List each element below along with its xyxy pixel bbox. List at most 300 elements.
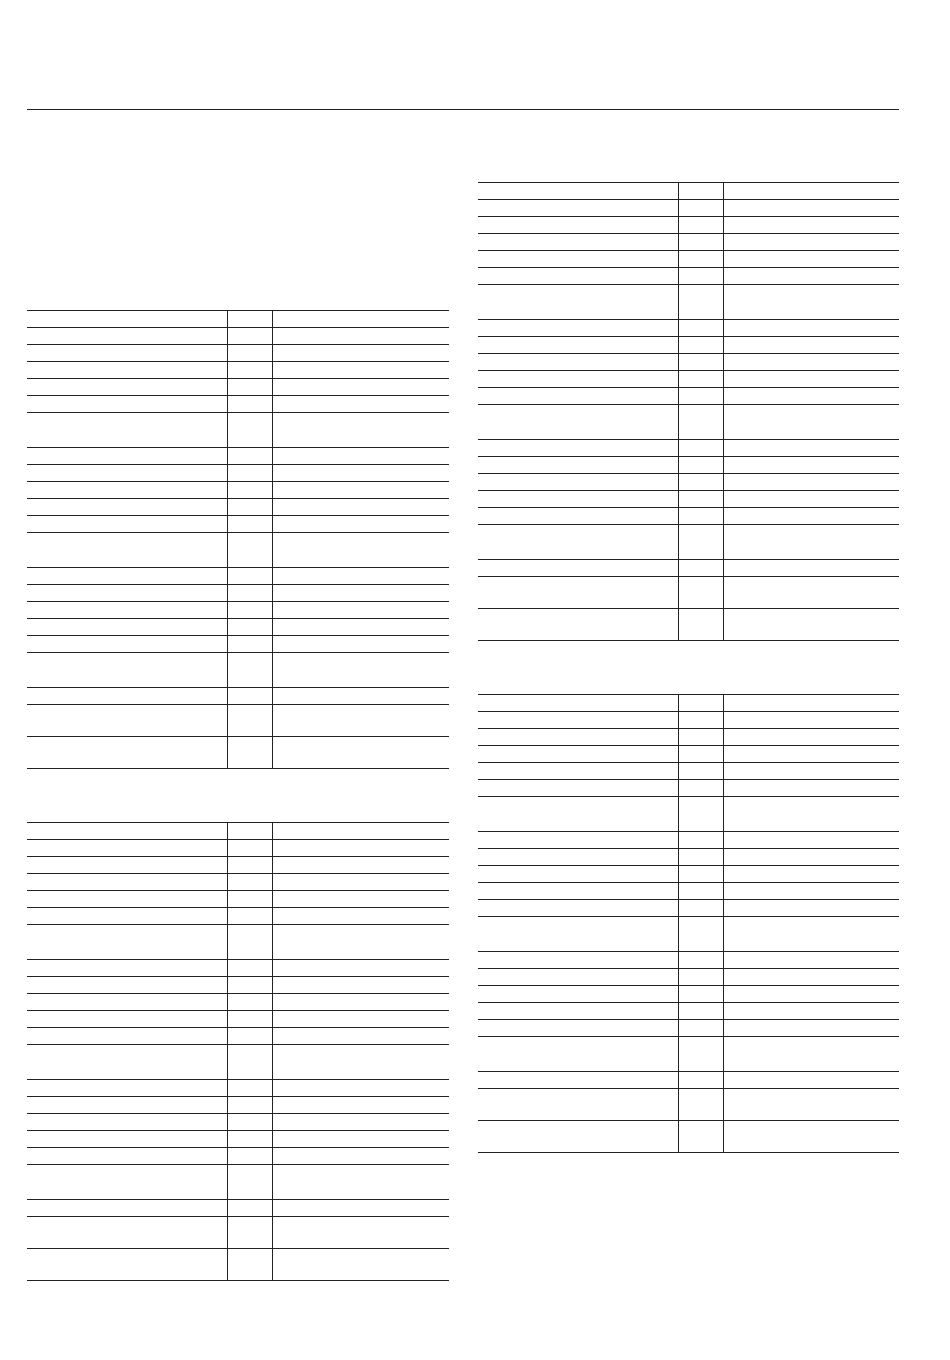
left-lower-table: [27, 822, 449, 1281]
table-cell: [478, 268, 678, 285]
table-row: [27, 396, 449, 413]
table-cell: [227, 362, 272, 379]
table-cell: [227, 448, 272, 465]
table-cell: [723, 746, 899, 763]
table-row: [478, 337, 899, 354]
table-row: [478, 969, 899, 986]
table-cell: [272, 1217, 449, 1249]
table-cell: [478, 1037, 678, 1072]
table-cell: [27, 1165, 227, 1200]
table-cell: [478, 712, 678, 729]
table-cell: [27, 636, 227, 653]
table-cell: [272, 602, 449, 619]
table-cell: [27, 1217, 227, 1249]
table-cell: [227, 925, 272, 960]
table-cell: [227, 1045, 272, 1080]
table-row: [478, 866, 899, 883]
table-cell: [723, 337, 899, 354]
table-cell: [478, 900, 678, 917]
table-cell: [478, 388, 678, 405]
table-cell: [678, 917, 723, 952]
table-row: [27, 465, 449, 482]
table-cell: [227, 653, 272, 688]
table-cell: [678, 969, 723, 986]
table-cell: [478, 883, 678, 900]
table-cell: [227, 960, 272, 977]
table-row: [27, 482, 449, 499]
table-row: [478, 200, 899, 217]
table-cell: [227, 482, 272, 499]
table-cell: [678, 1072, 723, 1089]
table-row: [478, 986, 899, 1003]
table-cell: [27, 857, 227, 874]
table-cell: [272, 1097, 449, 1114]
table-body: [478, 183, 899, 641]
table-cell: [478, 200, 678, 217]
table-cell: [478, 491, 678, 508]
table-cell: [678, 1037, 723, 1072]
table-cell: [227, 874, 272, 891]
table-cell: [272, 857, 449, 874]
table-cell: [272, 1148, 449, 1165]
table-cell: [227, 1165, 272, 1200]
table-cell: [227, 705, 272, 737]
table-cell: [227, 585, 272, 602]
table-cell: [227, 1131, 272, 1148]
table-cell: [723, 320, 899, 337]
table-cell: [678, 609, 723, 641]
left-upper-table: [27, 310, 449, 769]
table-cell: [723, 1089, 899, 1121]
table-row: [27, 823, 449, 840]
table-cell: [227, 1249, 272, 1281]
table-cell: [478, 695, 678, 712]
table-cell: [723, 405, 899, 440]
table-cell: [678, 440, 723, 457]
table-cell: [723, 917, 899, 952]
table-row: [478, 1121, 899, 1153]
table-cell: [227, 1200, 272, 1217]
table-cell: [678, 268, 723, 285]
table-row: [478, 268, 899, 285]
table-row: [27, 908, 449, 925]
table-cell: [678, 560, 723, 577]
table-cell: [723, 354, 899, 371]
table-cell: [723, 1003, 899, 1020]
table-row: [27, 379, 449, 396]
table-cell: [478, 780, 678, 797]
table-cell: [723, 508, 899, 525]
table-cell: [678, 234, 723, 251]
table-cell: [478, 763, 678, 780]
table-cell: [272, 1114, 449, 1131]
table-row: [27, 1131, 449, 1148]
table-cell: [272, 1200, 449, 1217]
table-cell: [27, 874, 227, 891]
table-cell: [227, 1097, 272, 1114]
table-row: [478, 371, 899, 388]
table-cell: [227, 977, 272, 994]
table-cell: [272, 345, 449, 362]
table-row: [478, 883, 899, 900]
table-row: [27, 840, 449, 857]
table-cell: [723, 251, 899, 268]
table-cell: [272, 891, 449, 908]
table-cell: [27, 619, 227, 636]
table-row: [478, 849, 899, 866]
table-cell: [678, 525, 723, 560]
table-cell: [478, 508, 678, 525]
table-cell: [27, 1131, 227, 1148]
table-row: [478, 780, 899, 797]
table-cell: [723, 712, 899, 729]
table-cell: [678, 986, 723, 1003]
table-row: [27, 688, 449, 705]
table-cell: [478, 354, 678, 371]
table-cell: [678, 849, 723, 866]
table-cell: [678, 1003, 723, 1020]
table-row: [478, 285, 899, 320]
table-cell: [678, 577, 723, 609]
table-cell: [723, 780, 899, 797]
table-row: [27, 602, 449, 619]
table-cell: [272, 533, 449, 568]
table-cell: [678, 900, 723, 917]
table-cell: [678, 388, 723, 405]
table-cell: [27, 688, 227, 705]
table-cell: [478, 1089, 678, 1121]
table-cell: [27, 840, 227, 857]
table-cell: [723, 560, 899, 577]
table-row: [478, 388, 899, 405]
table-cell: [723, 217, 899, 234]
table-cell: [27, 499, 227, 516]
table-cell: [478, 1121, 678, 1153]
table-row: [478, 729, 899, 746]
table-cell: [227, 840, 272, 857]
table-cell: [227, 396, 272, 413]
table-cell: [723, 609, 899, 641]
table-cell: [723, 577, 899, 609]
table-cell: [227, 857, 272, 874]
table-cell: [478, 405, 678, 440]
table-cell: [723, 268, 899, 285]
table-row: [478, 763, 899, 780]
table-cell: [678, 832, 723, 849]
table-cell: [272, 499, 449, 516]
table-cell: [478, 917, 678, 952]
table-cell: [227, 1080, 272, 1097]
table-cell: [478, 285, 678, 320]
table-row: [478, 1089, 899, 1121]
table-cell: [678, 508, 723, 525]
table-cell: [27, 465, 227, 482]
table-cell: [272, 413, 449, 448]
table-cell: [723, 986, 899, 1003]
table-cell: [272, 908, 449, 925]
table-row: [27, 1097, 449, 1114]
table-cell: [227, 1028, 272, 1045]
table-cell: [272, 960, 449, 977]
table-cell: [27, 482, 227, 499]
table-cell: [227, 688, 272, 705]
table-cell: [478, 969, 678, 986]
table-cell: [723, 969, 899, 986]
table-cell: [478, 952, 678, 969]
table-cell: [27, 1011, 227, 1028]
table-row: [27, 516, 449, 533]
table-cell: [27, 705, 227, 737]
table-cell: [27, 925, 227, 960]
table-cell: [27, 362, 227, 379]
table-cell: [272, 379, 449, 396]
table-cell: [272, 516, 449, 533]
table-cell: [478, 866, 678, 883]
table-cell: [678, 371, 723, 388]
table-cell: [723, 200, 899, 217]
table-cell: [678, 729, 723, 746]
table-row: [478, 1037, 899, 1072]
table-cell: [723, 866, 899, 883]
table-cell: [27, 737, 227, 769]
table-cell: [478, 560, 678, 577]
table-row: [478, 183, 899, 200]
table-cell: [478, 217, 678, 234]
table-cell: [478, 337, 678, 354]
right-upper-table: [478, 182, 899, 641]
table-row: [27, 1165, 449, 1200]
table-cell: [272, 1131, 449, 1148]
table-cell: [678, 337, 723, 354]
right-lower-table: [478, 694, 899, 1153]
table-cell: [27, 568, 227, 585]
table-cell: [272, 362, 449, 379]
table-row: [27, 1080, 449, 1097]
table-cell: [272, 653, 449, 688]
table-cell: [27, 585, 227, 602]
table-row: [478, 508, 899, 525]
table-cell: [478, 457, 678, 474]
table-cell: [478, 1072, 678, 1089]
table-cell: [272, 737, 449, 769]
table-cell: [272, 925, 449, 960]
table-row: [478, 900, 899, 917]
table-cell: [678, 200, 723, 217]
table-cell: [723, 491, 899, 508]
table-row: [478, 797, 899, 832]
table-cell: [723, 440, 899, 457]
table-cell: [27, 908, 227, 925]
table-cell: [227, 823, 272, 840]
table-cell: [723, 883, 899, 900]
table-cell: [678, 183, 723, 200]
table-cell: [678, 797, 723, 832]
table-cell: [272, 840, 449, 857]
table-cell: [678, 251, 723, 268]
table-cell: [27, 396, 227, 413]
table-row: [27, 311, 449, 328]
table-cell: [272, 688, 449, 705]
table-cell: [227, 516, 272, 533]
table-cell: [678, 217, 723, 234]
table-row: [478, 320, 899, 337]
table-row: [478, 525, 899, 560]
table-cell: [678, 491, 723, 508]
table-cell: [723, 797, 899, 832]
table-cell: [272, 1080, 449, 1097]
table-cell: [478, 832, 678, 849]
table-cell: [723, 832, 899, 849]
table-cell: [723, 1072, 899, 1089]
table-cell: [678, 866, 723, 883]
table-cell: [227, 908, 272, 925]
table-cell: [723, 952, 899, 969]
table-row: [478, 457, 899, 474]
table-row: [478, 1020, 899, 1037]
table-row: [27, 874, 449, 891]
table-cell: [723, 525, 899, 560]
table-cell: [678, 712, 723, 729]
table-cell: [227, 345, 272, 362]
table-cell: [678, 354, 723, 371]
table-row: [478, 746, 899, 763]
table-cell: [478, 371, 678, 388]
table-cell: [723, 1020, 899, 1037]
table-row: [27, 1148, 449, 1165]
table-row: [27, 448, 449, 465]
table-cell: [27, 413, 227, 448]
table-cell: [723, 1037, 899, 1072]
table-row: [27, 1200, 449, 1217]
table-row: [27, 1217, 449, 1249]
table-cell: [27, 1045, 227, 1080]
table-cell: [272, 823, 449, 840]
table-cell: [678, 320, 723, 337]
table-cell: [272, 874, 449, 891]
table-row: [478, 577, 899, 609]
table-row: [27, 925, 449, 960]
table-cell: [27, 516, 227, 533]
table-cell: [272, 1011, 449, 1028]
table-body: [27, 311, 449, 769]
table-row: [27, 705, 449, 737]
table-cell: [272, 311, 449, 328]
table-cell: [478, 183, 678, 200]
table-row: [478, 1003, 899, 1020]
table-cell: [678, 1089, 723, 1121]
table-cell: [227, 1114, 272, 1131]
table-cell: [227, 891, 272, 908]
table-cell: [227, 619, 272, 636]
table-row: [27, 533, 449, 568]
table-row: [27, 857, 449, 874]
table-cell: [227, 636, 272, 653]
table-row: [478, 251, 899, 268]
table-cell: [27, 977, 227, 994]
table-cell: [272, 585, 449, 602]
table-row: [478, 832, 899, 849]
table-cell: [272, 1045, 449, 1080]
table-row: [27, 1011, 449, 1028]
table-cell: [478, 1003, 678, 1020]
table-cell: [272, 977, 449, 994]
table-cell: [478, 849, 678, 866]
table-row: [27, 328, 449, 345]
table-cell: [678, 780, 723, 797]
table-cell: [723, 457, 899, 474]
table-row: [27, 960, 449, 977]
table-cell: [27, 602, 227, 619]
table-cell: [27, 345, 227, 362]
table-row: [27, 1114, 449, 1131]
table-cell: [478, 474, 678, 491]
table-cell: [723, 183, 899, 200]
table-cell: [478, 251, 678, 268]
table-cell: [723, 474, 899, 491]
table-cell: [27, 1097, 227, 1114]
table-row: [478, 234, 899, 251]
table-cell: [678, 474, 723, 491]
table-cell: [227, 413, 272, 448]
table-cell: [272, 619, 449, 636]
table-cell: [27, 653, 227, 688]
table-cell: [723, 371, 899, 388]
table-row: [27, 1028, 449, 1045]
table-row: [27, 977, 449, 994]
table-row: [27, 568, 449, 585]
table-cell: [27, 823, 227, 840]
table-cell: [27, 1114, 227, 1131]
table-cell: [27, 960, 227, 977]
table-cell: [723, 695, 899, 712]
table-row: [478, 440, 899, 457]
table-cell: [478, 609, 678, 641]
table-row: [27, 499, 449, 516]
table-cell: [723, 900, 899, 917]
table-cell: [227, 1217, 272, 1249]
table-cell: [272, 396, 449, 413]
table-row: [478, 712, 899, 729]
table-cell: [227, 533, 272, 568]
table-cell: [227, 1011, 272, 1028]
table-cell: [272, 568, 449, 585]
table-row: [27, 362, 449, 379]
table-row: [478, 609, 899, 641]
table-cell: [227, 1148, 272, 1165]
table-cell: [678, 457, 723, 474]
table-row: [478, 405, 899, 440]
table-row: [27, 585, 449, 602]
table-row: [27, 891, 449, 908]
table-cell: [227, 737, 272, 769]
table-cell: [478, 746, 678, 763]
table-row: [27, 636, 449, 653]
table-cell: [678, 1121, 723, 1153]
table-cell: [27, 1148, 227, 1165]
table-cell: [272, 448, 449, 465]
table-cell: [27, 328, 227, 345]
table-cell: [27, 1028, 227, 1045]
table-cell: [27, 379, 227, 396]
table-cell: [723, 729, 899, 746]
table-cell: [272, 1249, 449, 1281]
table-cell: [27, 533, 227, 568]
table-cell: [478, 234, 678, 251]
table-cell: [723, 763, 899, 780]
table-row: [478, 1072, 899, 1089]
table-cell: [27, 1200, 227, 1217]
table-cell: [272, 482, 449, 499]
